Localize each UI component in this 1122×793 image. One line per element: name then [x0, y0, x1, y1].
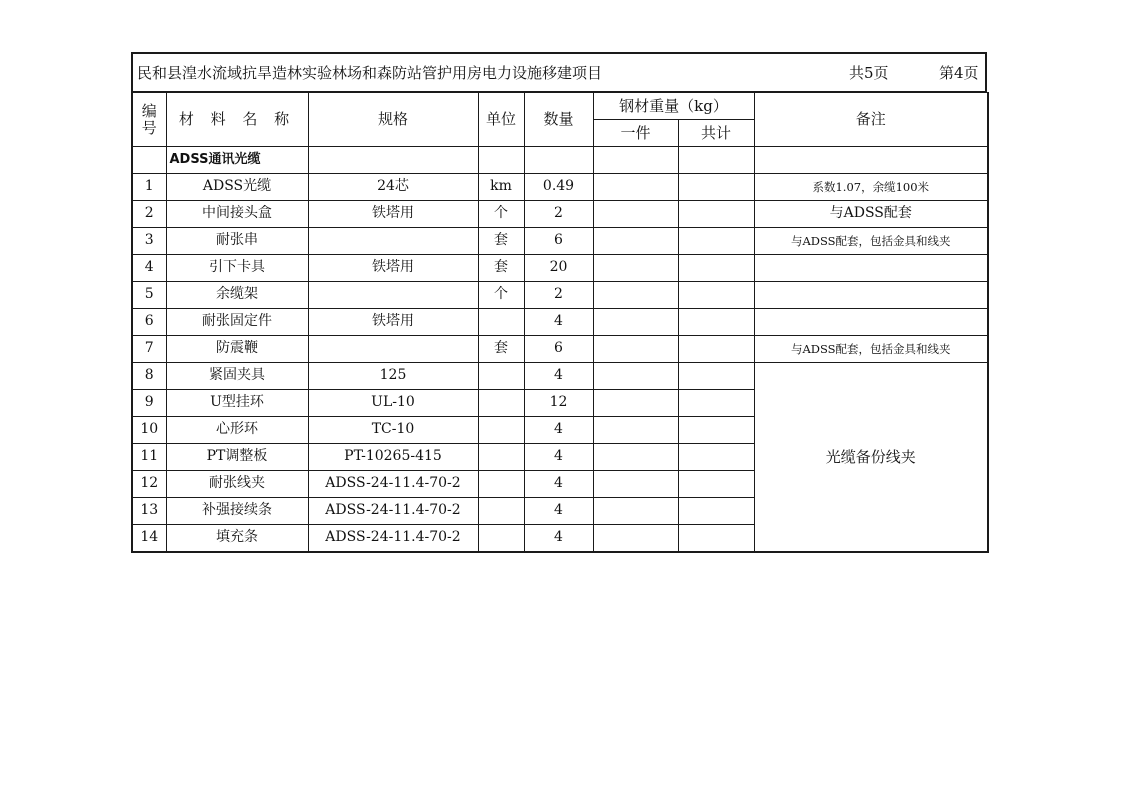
row-name: 耐张串: [166, 228, 308, 255]
row-spec: UL-10: [308, 390, 478, 417]
section-title: ADSS通讯光缆: [166, 147, 308, 174]
row-no: 11: [132, 444, 166, 471]
row-weight-per-piece: [593, 336, 678, 363]
row-no: 8: [132, 363, 166, 390]
header-no-line2: 号: [141, 118, 157, 137]
row-name: 引下卡具: [166, 255, 308, 282]
section-no-cell: [132, 147, 166, 174]
row-weight-per-piece: [593, 174, 678, 201]
project-title: 民和县湟水流域抗旱造林实验林场和森防站管护用房电力设施移建项目: [137, 64, 603, 82]
row-no: 5: [132, 282, 166, 309]
row-no: 6: [132, 309, 166, 336]
header-total: 共计: [678, 120, 754, 147]
row-spec: TC-10: [308, 417, 478, 444]
row-name: 中间接头盒: [166, 201, 308, 228]
row-qty: 4: [524, 471, 593, 498]
row-name: U型挂环: [166, 390, 308, 417]
material-table: [131, 92, 989, 553]
table-row: [132, 309, 988, 336]
row-unit: [478, 417, 524, 444]
header-steel-weight: 钢材重量（kg）: [593, 93, 754, 120]
row-name: 心形环: [166, 417, 308, 444]
row-no: 2: [132, 201, 166, 228]
row-spec: 铁塔用: [308, 255, 478, 282]
row-qty: 2: [524, 282, 593, 309]
row-unit: 个: [478, 282, 524, 309]
row-weight-per-piece: [593, 498, 678, 525]
row-remark: [754, 255, 988, 282]
table-row: [132, 228, 988, 255]
row-weight-per-piece: [593, 282, 678, 309]
row-no: 10: [132, 417, 166, 444]
row-unit: [478, 363, 524, 390]
row-weight-per-piece: [593, 525, 678, 553]
row-qty: 4: [524, 525, 593, 553]
row-name: 填充条: [166, 525, 308, 553]
row-weight-per-piece: [593, 390, 678, 417]
row-qty: 2: [524, 201, 593, 228]
row-weight-per-piece: [593, 309, 678, 336]
header-no-line1: 编: [141, 102, 157, 120]
row-name: 紧固夹具: [166, 363, 308, 390]
row-weight-per-piece: [593, 417, 678, 444]
table-row: [132, 201, 988, 228]
row-weight-total: [678, 336, 754, 363]
row-spec: PT-10265-415: [308, 444, 478, 471]
section-empty-cell: [754, 147, 988, 174]
row-weight-total: [678, 309, 754, 336]
table-row: [132, 174, 988, 201]
row-no: 1: [132, 174, 166, 201]
row-qty: 20: [524, 255, 593, 282]
row-weight-per-piece: [593, 363, 678, 390]
row-qty: 0.49: [524, 174, 593, 201]
section-empty-cell: [678, 147, 754, 174]
row-weight-total: [678, 201, 754, 228]
row-spec: 铁塔用: [308, 309, 478, 336]
row-remark: 与ADSS配套，包括金具和线夹: [754, 228, 988, 255]
section-empty-cell: [593, 147, 678, 174]
row-qty: 12: [524, 390, 593, 417]
row-weight-total: [678, 390, 754, 417]
row-weight-total: [678, 255, 754, 282]
row-unit: [478, 444, 524, 471]
row-spec: ADSS-24-11.4-70-2: [308, 498, 478, 525]
row-unit: [478, 390, 524, 417]
row-unit: [478, 525, 524, 553]
row-spec: [308, 336, 478, 363]
row-name: 耐张线夹: [166, 471, 308, 498]
row-remark: 与ADSS配套，包括金具和线夹: [754, 336, 988, 363]
row-no: 13: [132, 498, 166, 525]
header-no: [132, 93, 166, 147]
row-qty: 4: [524, 417, 593, 444]
row-no: 7: [132, 336, 166, 363]
header-qty: 数量: [524, 93, 593, 147]
table-row: [132, 363, 988, 390]
row-remark: 系数1.07，余缆100米: [754, 174, 988, 201]
row-unit: km: [478, 174, 524, 201]
section-row: [132, 147, 988, 174]
row-name: 补强接续条: [166, 498, 308, 525]
row-qty: 6: [524, 336, 593, 363]
row-spec: ADSS-24-11.4-70-2: [308, 471, 478, 498]
row-remark: 与ADSS配套: [754, 201, 988, 228]
row-weight-total: [678, 525, 754, 553]
row-unit: [478, 471, 524, 498]
table-row: [132, 336, 988, 363]
header-per-piece: 一件: [593, 120, 678, 147]
merged-remark: 光缆备份线夹: [754, 363, 988, 553]
row-qty: 4: [524, 309, 593, 336]
row-name: 余缆架: [166, 282, 308, 309]
table-row: [132, 255, 988, 282]
header-unit: 单位: [478, 93, 524, 147]
row-weight-total: [678, 174, 754, 201]
row-unit: 套: [478, 255, 524, 282]
row-weight-per-piece: [593, 201, 678, 228]
row-qty: 4: [524, 498, 593, 525]
row-no: 14: [132, 525, 166, 553]
row-unit: [478, 309, 524, 336]
total-pages: 共5页: [849, 64, 889, 82]
row-qty: 4: [524, 444, 593, 471]
row-spec: 24芯: [308, 174, 478, 201]
row-unit: 套: [478, 228, 524, 255]
row-remark: [754, 282, 988, 309]
header-remark: 备注: [754, 93, 988, 147]
row-spec: ADSS-24-11.4-70-2: [308, 525, 478, 553]
row-weight-total: [678, 228, 754, 255]
row-no: 3: [132, 228, 166, 255]
row-spec: [308, 228, 478, 255]
row-weight-per-piece: [593, 444, 678, 471]
row-spec: 铁塔用: [308, 201, 478, 228]
row-no: 4: [132, 255, 166, 282]
row-name: PT调整板: [166, 444, 308, 471]
row-unit: 个: [478, 201, 524, 228]
section-empty-cell: [308, 147, 478, 174]
row-weight-per-piece: [593, 228, 678, 255]
row-qty: 6: [524, 228, 593, 255]
row-weight-total: [678, 282, 754, 309]
row-weight-total: [678, 417, 754, 444]
material-sheet: [131, 52, 987, 553]
row-weight-total: [678, 363, 754, 390]
title-row: [131, 52, 987, 93]
row-unit: [478, 498, 524, 525]
row-weight-total: [678, 444, 754, 471]
row-name: 防震鞭: [166, 336, 308, 363]
section-empty-cell: [524, 147, 593, 174]
row-weight-per-piece: [593, 255, 678, 282]
row-weight-total: [678, 471, 754, 498]
row-qty: 4: [524, 363, 593, 390]
table-row: [132, 282, 988, 309]
row-name: ADSS光缆: [166, 174, 308, 201]
header-name: 材 料 名 称: [166, 93, 308, 147]
header-row-1: [132, 93, 988, 120]
row-no: 9: [132, 390, 166, 417]
row-weight-total: [678, 498, 754, 525]
row-remark: [754, 309, 988, 336]
section-empty-cell: [478, 147, 524, 174]
row-no: 12: [132, 471, 166, 498]
header-spec: 规格: [308, 93, 478, 147]
page-number: 第4页: [939, 64, 979, 82]
row-name: 耐张固定件: [166, 309, 308, 336]
row-unit: 套: [478, 336, 524, 363]
row-spec: [308, 282, 478, 309]
row-spec: 125: [308, 363, 478, 390]
row-weight-per-piece: [593, 471, 678, 498]
